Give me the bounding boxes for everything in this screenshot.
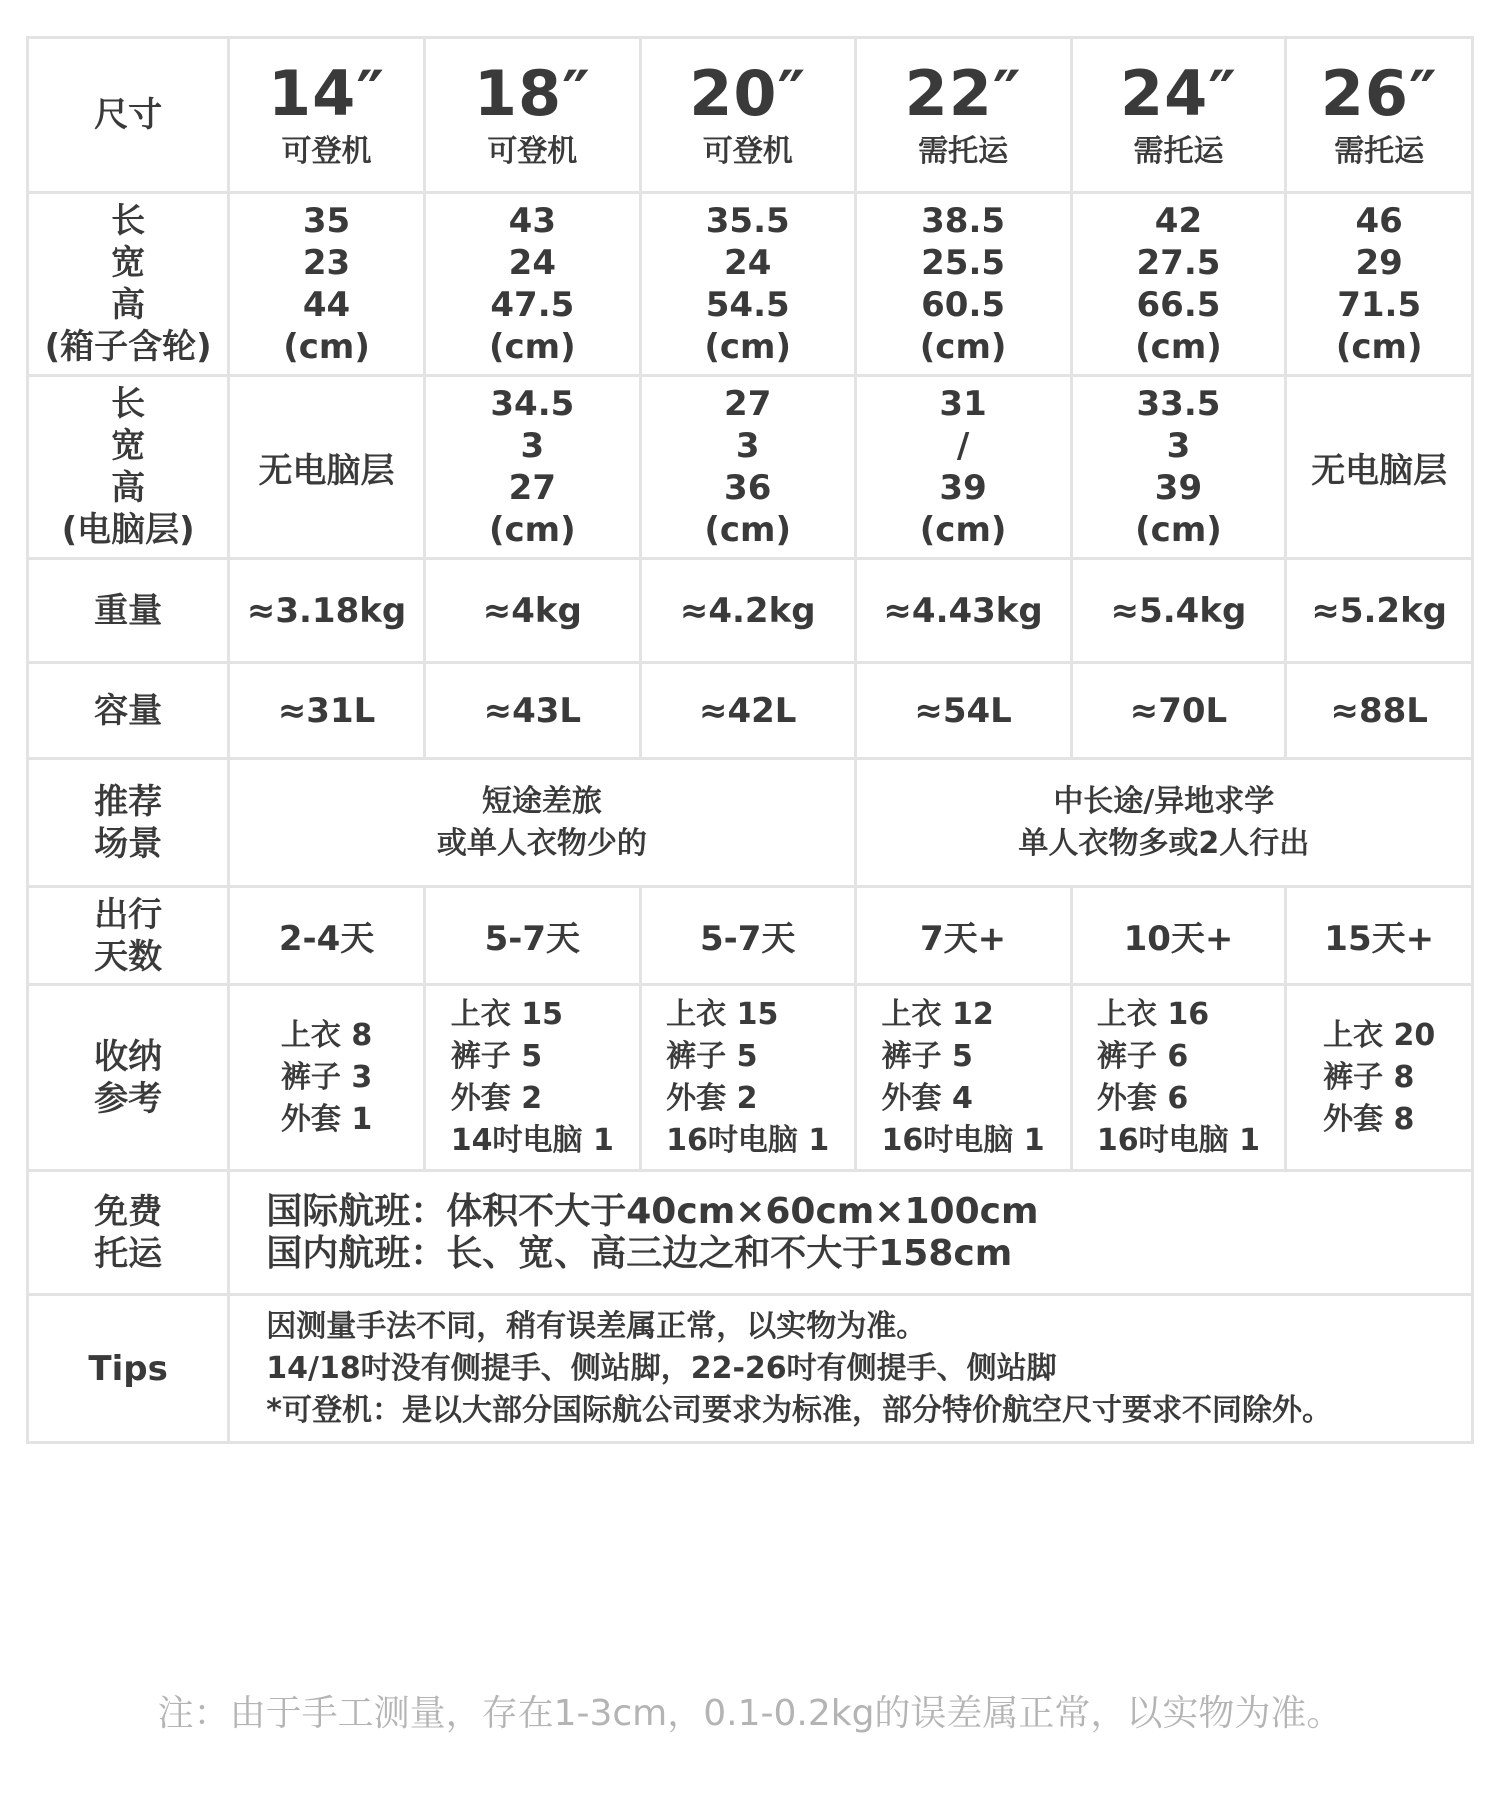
- capacity-cell: ≈43L: [424, 663, 640, 759]
- no-laptop-layer: 无电脑层: [258, 450, 395, 491]
- boarding-status: 需托运: [1133, 134, 1224, 169]
- free-checked-rules: [229, 1171, 1473, 1295]
- size-value: 22″: [904, 57, 1022, 130]
- scenario-cell-short: 短途差旅 或单人衣物少的: [229, 759, 855, 887]
- row-label-capacity: 容量: [28, 663, 229, 759]
- capacity-cell: ≈88L: [1286, 663, 1473, 759]
- row-laptop-dimensions: [28, 376, 1473, 559]
- days-cell: 10天+: [1071, 887, 1286, 985]
- storage-cell: 上衣 8 裤子 3 外套 1: [229, 985, 425, 1171]
- row-label-free-checked: 免费 托运: [28, 1171, 229, 1295]
- row-case-dimensions: [28, 193, 1473, 376]
- tips-content: [229, 1295, 1473, 1443]
- row-size: [28, 38, 1473, 193]
- storage-cell: 上衣 20 裤子 8 外套 8: [1286, 985, 1473, 1171]
- laptop-dimensions-cell: 31 / 39 (cm): [855, 376, 1071, 559]
- weight-cell: ≈5.4kg: [1071, 559, 1286, 663]
- size-cell: [424, 38, 640, 193]
- boarding-status: 可登机: [487, 134, 578, 169]
- row-weight: [28, 559, 1473, 663]
- tip-line: 14/18吋没有侧提手、侧站脚，22-26吋有侧提手、侧站脚: [266, 1350, 1057, 1386]
- laptop-dimensions-cell: [1286, 376, 1473, 559]
- domestic-rule: 国内航班：长、宽、高三边之和不大于158cm: [266, 1232, 1013, 1274]
- case-dimensions-cell: 42 27.5 66.5 (cm): [1071, 193, 1286, 376]
- boarding-status: 需托运: [1334, 134, 1425, 169]
- size-value: 14″: [268, 57, 386, 130]
- days-cell: 15天+: [1286, 887, 1473, 985]
- storage-cell: 上衣 12 裤子 5 外套 4 16吋电脑 1: [855, 985, 1071, 1171]
- weight-cell: ≈3.18kg: [229, 559, 425, 663]
- size-cell: [229, 38, 425, 193]
- capacity-cell: ≈70L: [1071, 663, 1286, 759]
- row-tips: [28, 1295, 1473, 1443]
- row-label-tips: Tips: [28, 1295, 229, 1443]
- laptop-dimensions-cell: 34.5 3 27 (cm): [424, 376, 640, 559]
- case-dimensions-cell: 35.5 24 54.5 (cm): [640, 193, 855, 376]
- storage-cell: 上衣 16 裤子 6 外套 6 16吋电脑 1: [1071, 985, 1286, 1171]
- days-cell: 7天+: [855, 887, 1071, 985]
- footer-note: 注：由于手工测量，存在1-3cm，0.1-0.2kg的误差属正常，以实物为准。: [157, 1693, 1343, 1734]
- laptop-dimensions-cell: 33.5 3 39 (cm): [1071, 376, 1286, 559]
- row-scenario: [28, 759, 1473, 887]
- weight-cell: ≈5.2kg: [1286, 559, 1473, 663]
- tip-line: 因测量手法不同，稍有误差属正常，以实物为准。: [266, 1308, 927, 1344]
- boarding-status: 可登机: [702, 134, 793, 169]
- row-label-travel-days: 出行 天数: [28, 887, 229, 985]
- case-dimensions-cell: 43 24 47.5 (cm): [424, 193, 640, 376]
- size-value: 18″: [473, 57, 591, 130]
- tip-line: *可登机：是以大部分国际航公司要求为标准，部分特价航空尺寸要求不同除外。: [266, 1392, 1332, 1428]
- days-cell: 2-4天: [229, 887, 425, 985]
- capacity-cell: ≈54L: [855, 663, 1071, 759]
- size-spec-table: [26, 36, 1474, 1444]
- row-capacity: [28, 663, 1473, 759]
- row-label-laptop-dimensions: 长 宽 高 (电脑层): [28, 376, 229, 559]
- size-cell: [1286, 38, 1473, 193]
- laptop-dimensions-cell: [229, 376, 425, 559]
- size-value: 26″: [1320, 57, 1438, 130]
- row-free-checked: [28, 1171, 1473, 1295]
- row-label-size: 尺寸: [28, 38, 229, 193]
- storage-cell: 上衣 15 裤子 5 外套 2 16吋电脑 1: [640, 985, 855, 1171]
- row-storage: [28, 985, 1473, 1171]
- storage-cell: 上衣 15 裤子 5 外套 2 14吋电脑 1: [424, 985, 640, 1171]
- capacity-cell: ≈31L: [229, 663, 425, 759]
- row-label-scenario: 推荐 场景: [28, 759, 229, 887]
- scenario-cell-long: 中长途/异地求学 单人衣物多或2人行出: [855, 759, 1472, 887]
- size-cell: [855, 38, 1071, 193]
- size-value: 24″: [1119, 57, 1237, 130]
- size-cell: [640, 38, 855, 193]
- row-label-weight: 重量: [28, 559, 229, 663]
- case-dimensions-cell: 46 29 71.5 (cm): [1286, 193, 1473, 376]
- row-label-case-dimensions: 长 宽 高 (箱子含轮): [28, 193, 229, 376]
- weight-cell: ≈4.2kg: [640, 559, 855, 663]
- row-label-storage: 收纳 参考: [28, 985, 229, 1171]
- boarding-status: 可登机: [281, 134, 372, 169]
- boarding-status: 需托运: [918, 134, 1009, 169]
- days-cell: 5-7天: [424, 887, 640, 985]
- case-dimensions-cell: 38.5 25.5 60.5 (cm): [855, 193, 1071, 376]
- capacity-cell: ≈42L: [640, 663, 855, 759]
- row-travel-days: [28, 887, 1473, 985]
- days-cell: 5-7天: [640, 887, 855, 985]
- weight-cell: ≈4kg: [424, 559, 640, 663]
- laptop-dimensions-cell: 27 3 36 (cm): [640, 376, 855, 559]
- size-value: 20″: [689, 57, 807, 130]
- weight-cell: ≈4.43kg: [855, 559, 1071, 663]
- case-dimensions-cell: 35 23 44 (cm): [229, 193, 425, 376]
- no-laptop-layer: 无电脑层: [1311, 450, 1448, 491]
- international-rule: 国际航班：体积不大于40cm×60cm×100cm: [266, 1190, 1039, 1232]
- size-cell: [1071, 38, 1286, 193]
